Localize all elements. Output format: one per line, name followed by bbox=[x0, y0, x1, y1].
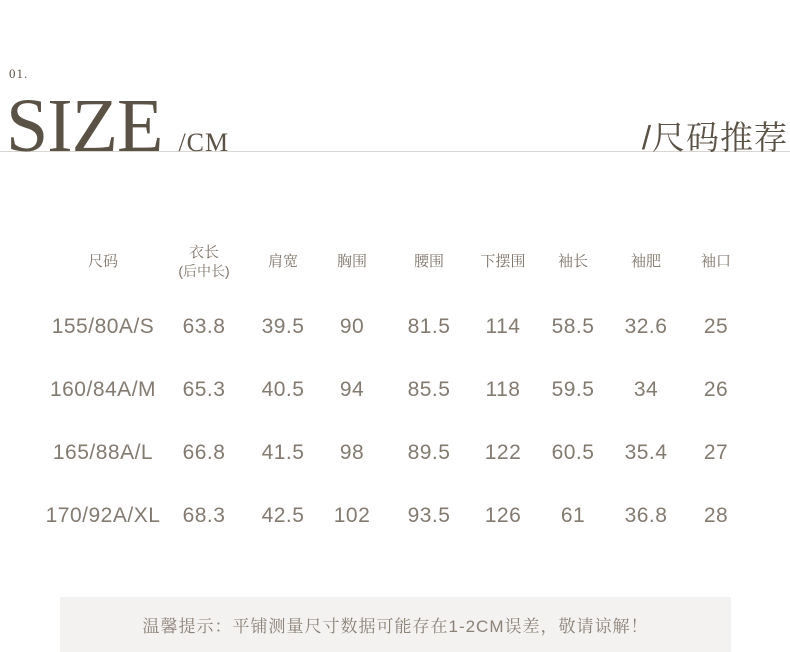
table-cell: 36.8 bbox=[624, 503, 668, 527]
table-cell: 81.5 bbox=[407, 314, 451, 338]
table-cell: 118 bbox=[485, 377, 521, 401]
page-title: SIZE bbox=[6, 84, 163, 168]
table-cell: 42.5 bbox=[261, 503, 305, 527]
col-header-label: 袖长 bbox=[557, 252, 588, 270]
col-header-sublabel: (后中长) bbox=[178, 262, 230, 279]
header bbox=[0, 0, 790, 168]
col-header-label: 胸围 bbox=[336, 252, 367, 270]
table-cell: 35.4 bbox=[624, 440, 668, 464]
table-cell: 114 bbox=[485, 314, 521, 338]
table-cell: 25 bbox=[703, 314, 729, 338]
col-header-garment-length bbox=[158, 232, 250, 292]
table-cell: 90 bbox=[339, 314, 365, 338]
col-header-label: 衣长 bbox=[188, 243, 219, 261]
table-cell: 63.8 bbox=[182, 314, 226, 338]
table-cell: 26 bbox=[703, 377, 729, 401]
size-label: 170/92A/XL bbox=[45, 503, 161, 527]
table-cell: 94 bbox=[339, 377, 365, 401]
col-header-waist bbox=[388, 232, 470, 292]
table-cell: 28 bbox=[703, 503, 729, 527]
size-label: 165/88A/L bbox=[52, 440, 154, 464]
notice-text: 温馨提示：平铺测量尺寸数据可能存在1-2CM误差，敬请谅解！ bbox=[142, 617, 649, 636]
table-cell: 32.6 bbox=[624, 314, 668, 338]
table-cell: 34 bbox=[633, 377, 659, 401]
col-header-label: 袖肥 bbox=[630, 252, 661, 270]
table-cell: 60.5 bbox=[551, 440, 595, 464]
table-cell: 39.5 bbox=[261, 314, 305, 338]
col-header-label: 袖口 bbox=[700, 252, 731, 270]
col-header-label: 腰围 bbox=[413, 252, 444, 270]
col-header-sleeve-length bbox=[536, 232, 610, 292]
section-index: 01. bbox=[9, 66, 29, 81]
size-label: 160/84A/M bbox=[49, 377, 157, 401]
col-header-hem bbox=[470, 232, 536, 292]
table-cell: 85.5 bbox=[407, 377, 451, 401]
table-cell: 65.3 bbox=[182, 377, 226, 401]
table-cell: 41.5 bbox=[261, 440, 305, 464]
col-header-bust bbox=[316, 232, 388, 292]
table-cell: 58.5 bbox=[551, 314, 595, 338]
table-cell: 27 bbox=[703, 440, 729, 464]
col-header-label: 尺码 bbox=[87, 252, 118, 270]
size-label: 155/80A/S bbox=[51, 314, 155, 338]
table-cell: 68.3 bbox=[182, 503, 226, 527]
col-header-size bbox=[48, 232, 158, 292]
table-cell: 122 bbox=[484, 440, 522, 464]
col-header-cuff bbox=[682, 232, 750, 292]
col-header-label: 下摆围 bbox=[480, 252, 526, 270]
col-header-label: 肩宽 bbox=[267, 252, 298, 270]
table-cell: 93.5 bbox=[407, 503, 451, 527]
unit-label: /CM bbox=[178, 128, 230, 157]
table-cell: 66.8 bbox=[182, 440, 226, 464]
table-cell: 89.5 bbox=[407, 440, 451, 464]
col-header-sleeve-width bbox=[610, 232, 682, 292]
title-row bbox=[6, 84, 230, 168]
table-cell: 59.5 bbox=[551, 377, 595, 401]
table-cell: 126 bbox=[484, 503, 522, 527]
table-cell: 102 bbox=[333, 503, 371, 527]
size-table bbox=[45, 232, 750, 547]
col-header-shoulder bbox=[250, 232, 316, 292]
table-cell: 98 bbox=[339, 440, 365, 464]
section-title-cn: /尺码推荐 bbox=[641, 119, 788, 156]
notice-bar bbox=[60, 597, 731, 652]
table-cell: 61 bbox=[560, 503, 586, 527]
table-cell: 40.5 bbox=[261, 377, 305, 401]
